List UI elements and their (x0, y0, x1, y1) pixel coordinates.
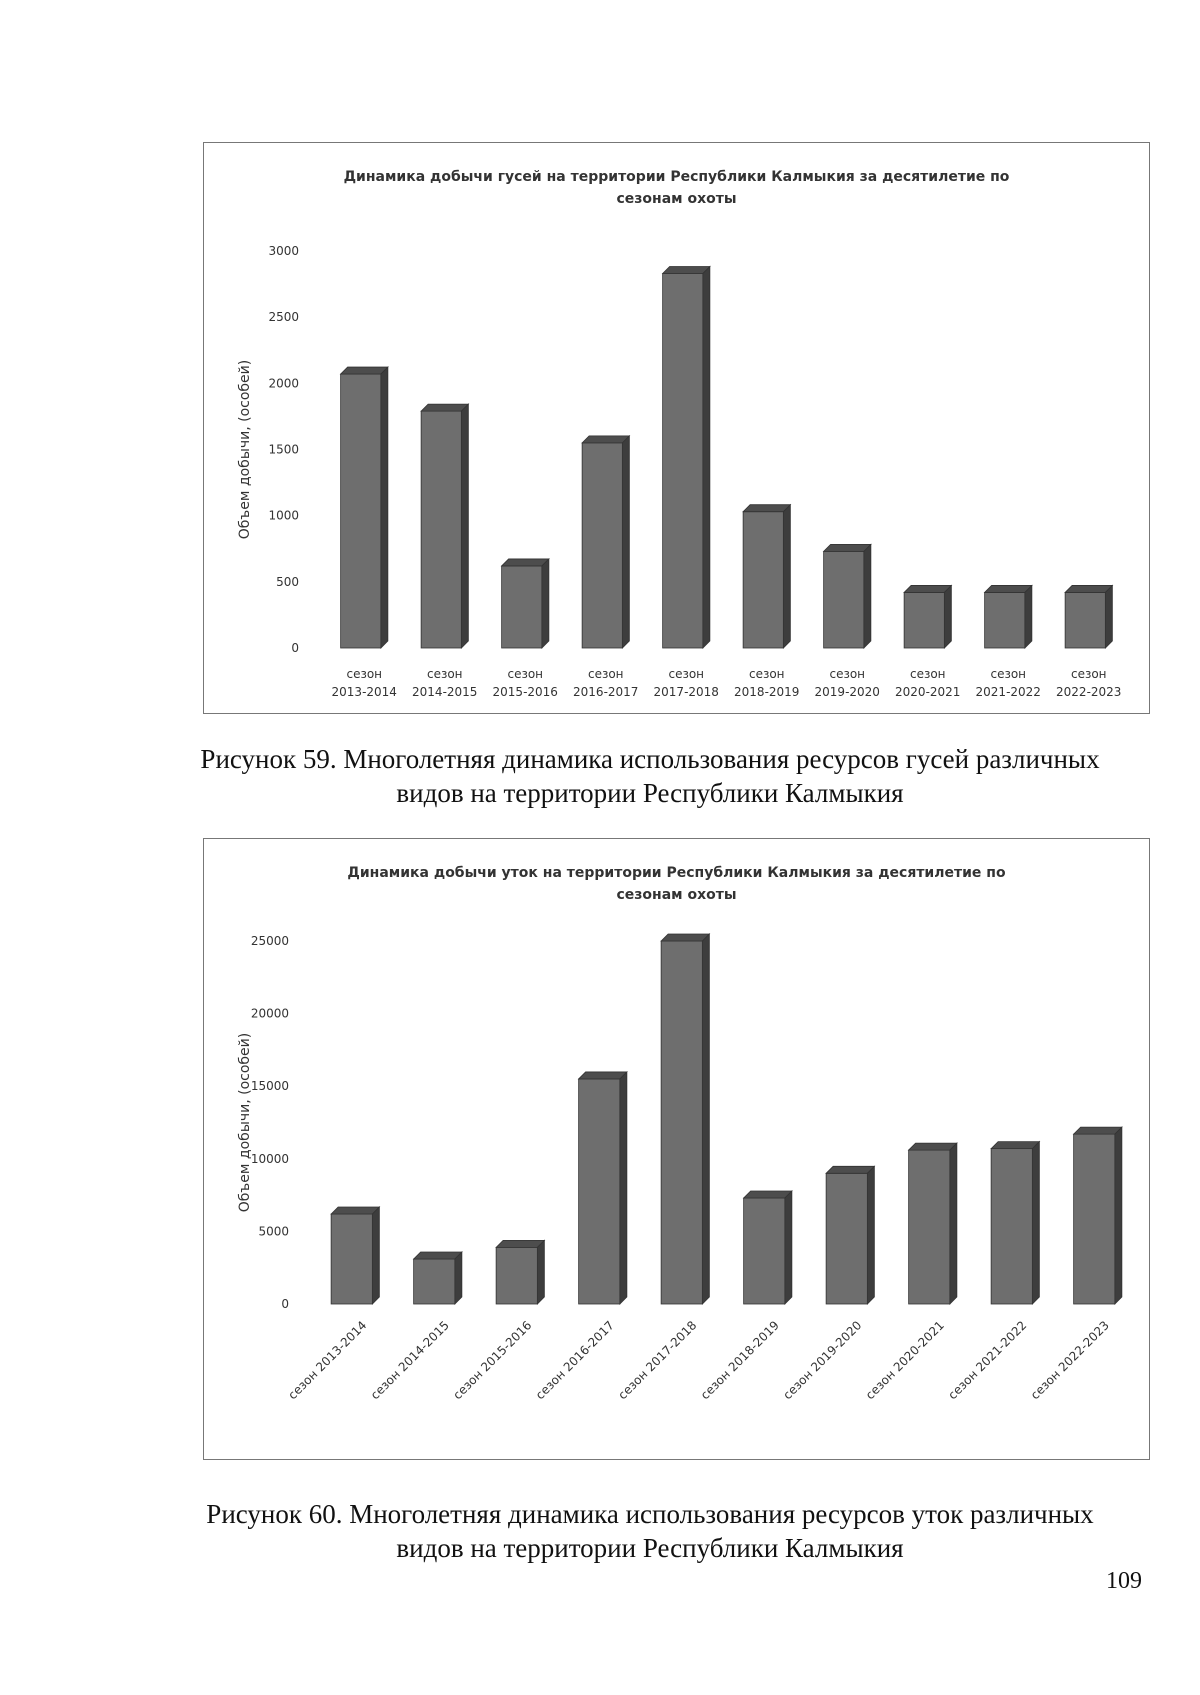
bar-top (985, 585, 1032, 592)
x-tick-label: сезон (507, 667, 544, 681)
x-tick-label: сезон (426, 667, 463, 681)
bar-top (661, 934, 709, 941)
bar-side (950, 1143, 957, 1304)
bar-front (663, 273, 703, 648)
x-tick-label: 2016-2017 (573, 685, 639, 699)
bar-side (620, 1072, 627, 1304)
bar (904, 585, 951, 648)
chart-title-line: сезонам охоты (616, 887, 737, 903)
y-tick-label: 500 (276, 574, 299, 589)
y-tick-label: 1000 (268, 508, 299, 523)
bar (985, 585, 1032, 648)
bar-side (944, 585, 951, 648)
x-tick-label: сезон 2014-2015 (367, 1318, 452, 1403)
y-tick-label: 2000 (268, 376, 299, 391)
y-tick-label: 3000 (268, 244, 299, 258)
bar-top (743, 505, 790, 512)
y-axis-title: Объем добычи, (особей) (237, 359, 253, 540)
bar-top (824, 544, 871, 551)
bar-side (703, 266, 710, 648)
bar-side (1105, 585, 1112, 648)
bar (744, 1191, 792, 1304)
bar-top (421, 404, 468, 411)
x-tick-label: сезон 2015-2016 (450, 1318, 535, 1403)
bar-front (421, 411, 461, 648)
bar (663, 266, 710, 648)
bar-top (496, 1240, 544, 1247)
bar-front (991, 1149, 1032, 1304)
bar-front (582, 443, 622, 648)
figure-60-caption-line1: Рисунок 60. Многолетняя динамика использования ресурсов уток различных (206, 1499, 1094, 1529)
bar (421, 404, 468, 648)
x-tick-label: сезон 2018-2019 (697, 1318, 782, 1403)
y-tick-label: 0 (281, 1297, 289, 1311)
ducks-bar-chart (204, 839, 1149, 1459)
x-tick-label: сезон 2016-2017 (532, 1318, 617, 1403)
bar-top (502, 559, 549, 566)
bar-top (744, 1191, 792, 1198)
bar-top (579, 1072, 627, 1079)
bar-top (1074, 1127, 1122, 1134)
bar-front (496, 1247, 537, 1304)
bar-top (341, 367, 388, 374)
y-tick-label: 15000 (250, 1079, 289, 1094)
bar-top (904, 585, 951, 592)
geese-chart-frame (203, 142, 1150, 714)
bar-side (537, 1240, 544, 1304)
x-tick-label: сезон 2017-2018 (615, 1318, 700, 1403)
y-tick-label: 0 (291, 641, 299, 655)
bar-top (826, 1166, 874, 1173)
bar (661, 934, 709, 1304)
bar-side (1115, 1127, 1122, 1304)
bar (1065, 585, 1112, 648)
bar-side (785, 1191, 792, 1304)
bar-top (582, 436, 629, 443)
y-tick-label: 25000 (250, 934, 289, 948)
x-tick-label: сезон 2022-2023 (1027, 1318, 1112, 1403)
bar-front (331, 1214, 372, 1304)
bar-top (909, 1143, 957, 1150)
chart-title-line: Динамика добычи гусей на территории Республики Калмыкия за десятилетие по (343, 169, 1010, 185)
bar-front (579, 1079, 620, 1304)
bar (502, 559, 549, 648)
bar (331, 1207, 379, 1304)
x-tick-label: 2018-2019 (734, 685, 800, 699)
bar (826, 1166, 874, 1304)
bar-front (985, 592, 1025, 648)
bar-front (743, 512, 783, 648)
bar-side (783, 505, 790, 648)
bar-side (867, 1166, 874, 1304)
x-tick-label: сезон 2019-2020 (780, 1318, 865, 1403)
bar-front (341, 374, 381, 648)
x-tick-label: сезон 2020-2021 (862, 1318, 947, 1403)
bar-front (909, 1150, 950, 1304)
bar-front (661, 941, 702, 1304)
x-tick-label: сезон (748, 667, 785, 681)
bar-side (1025, 585, 1032, 648)
chart-title-line: сезонам охоты (616, 191, 737, 207)
x-tick-label: сезон (829, 667, 866, 681)
bar (1074, 1127, 1122, 1304)
x-tick-label: 2013-2014 (331, 685, 397, 699)
bar-top (331, 1207, 379, 1214)
ducks-chart-frame (203, 838, 1150, 1460)
bar (579, 1072, 627, 1304)
x-tick-label: сезон 2021-2022 (945, 1318, 1030, 1403)
y-tick-label: 2500 (268, 310, 299, 325)
bar-side (381, 367, 388, 648)
chart-title-line: Динамика добычи уток на территории Республики Калмыкия за десятилетие по (347, 865, 1006, 881)
bar-front (824, 551, 864, 648)
bar-front (904, 592, 944, 648)
bar-front (502, 566, 542, 648)
bar-side (864, 544, 871, 648)
x-tick-label: сезон (346, 667, 383, 681)
bar-front (826, 1173, 867, 1304)
bar-top (414, 1252, 462, 1259)
geese-bar-chart (204, 143, 1149, 713)
x-tick-label: 2020-2021 (895, 685, 961, 699)
x-tick-label: 2014-2015 (412, 685, 478, 699)
x-tick-label: сезон (587, 667, 624, 681)
bar (991, 1142, 1039, 1304)
x-tick-label: сезон (1070, 667, 1107, 681)
figure-59-caption (150, 742, 1150, 810)
bar-side (372, 1207, 379, 1304)
y-tick-label: 10000 (250, 1151, 289, 1166)
figure-59-caption-line1: Рисунок 59. Многолетняя динамика использования ресурсов гусей различных (200, 744, 1100, 774)
bar (496, 1240, 544, 1304)
bar-front (1065, 592, 1105, 648)
bar-top (1065, 585, 1112, 592)
bar (909, 1143, 957, 1304)
bar-side (542, 559, 549, 648)
x-tick-label: 2015-2016 (492, 685, 558, 699)
bar (582, 436, 629, 648)
bar (824, 544, 871, 648)
bar-side (455, 1252, 462, 1304)
x-tick-label: сезон (909, 667, 946, 681)
bar-front (744, 1198, 785, 1304)
x-tick-label: 2019-2020 (814, 685, 880, 699)
figure-59-caption-line2: видов на территории Республики Калмыкия (396, 778, 904, 808)
x-tick-label: сезон (668, 667, 705, 681)
x-tick-label: 2017-2018 (653, 685, 719, 699)
bar-side (702, 934, 709, 1304)
bar-side (1032, 1142, 1039, 1304)
bar-side (461, 404, 468, 648)
bar-front (414, 1259, 455, 1304)
bar (341, 367, 388, 648)
x-tick-label: сезон (990, 667, 1027, 681)
bar-top (991, 1142, 1039, 1149)
x-tick-label: 2022-2023 (1056, 685, 1122, 699)
x-tick-label: 2021-2022 (975, 685, 1041, 699)
bar-front (1074, 1134, 1115, 1304)
bar-top (663, 266, 710, 273)
figure-60-caption-line2: видов на территории Республики Калмыкия (396, 1533, 904, 1563)
bar (743, 505, 790, 648)
bar-side (622, 436, 629, 648)
bar (414, 1252, 462, 1304)
x-tick-label: сезон 2013-2014 (285, 1318, 370, 1403)
y-tick-label: 5000 (258, 1224, 289, 1239)
y-axis-title: Объем добычи, (особей) (237, 1032, 253, 1213)
figure-60-caption (150, 1497, 1150, 1565)
y-tick-label: 1500 (268, 442, 299, 457)
y-tick-label: 20000 (250, 1006, 289, 1021)
page-number: 109 (1106, 1568, 1142, 1594)
